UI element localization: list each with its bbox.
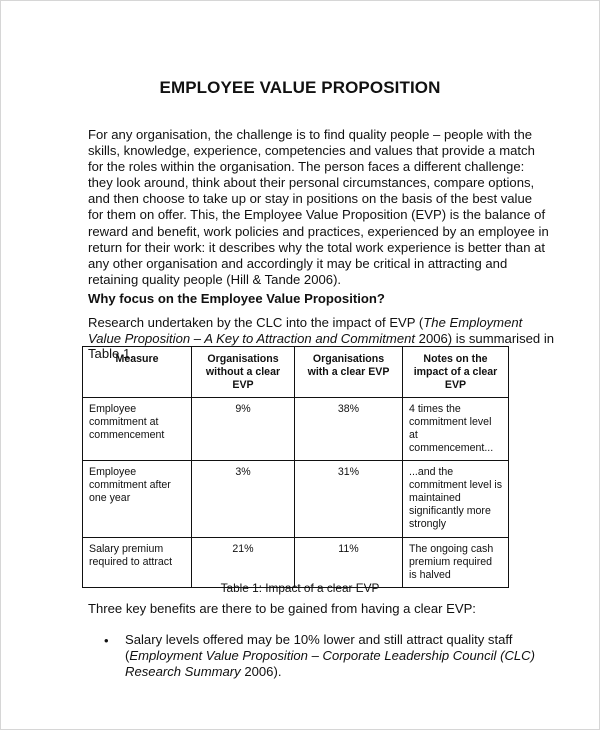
evp-impact-table <box>82 346 509 588</box>
cell-with-evp: 31% <box>295 461 403 538</box>
table-row <box>83 398 509 461</box>
research-lead: Research undertaken by the CLC into the impact of EVP ( <box>88 315 424 330</box>
table-row <box>83 538 509 588</box>
bullet-source-open: ( <box>125 648 130 663</box>
research-tail: 2006) is summarised in Table 1. <box>88 330 555 361</box>
benefits-intro: Three key benefits are there to be gained from having a clear EVP: <box>88 601 476 616</box>
cell-notes: 4 times the commitment level at commencement... <box>403 398 509 461</box>
bullet-source: Employment Value Proposition – Corporate Leadership Council (CLC) Research Summary <box>125 648 535 679</box>
cell-notes: The ongoing cash premium required is halved <box>403 538 509 588</box>
cell-without-evp: 3% <box>192 461 295 538</box>
table-row <box>83 461 509 538</box>
table-header-row <box>83 347 509 398</box>
header-without-evp: Organisations without a clear EVP <box>192 347 295 398</box>
cell-without-evp: 9% <box>192 398 295 461</box>
bullet-item-text: Salary levels offered may be 10% lower and still attract quality staff <box>125 632 513 647</box>
header-with-evp: Organisations with a clear EVP <box>295 347 403 398</box>
header-measure: Measure <box>83 347 192 398</box>
section-heading: Why focus on the Employee Value Proposition? <box>88 291 385 306</box>
cell-measure: Salary premium required to attract <box>83 538 192 588</box>
document-title: EMPLOYEE VALUE PROPOSITION <box>159 78 441 97</box>
intro-paragraph: For any organisation, the challenge is to find quality people – people with the skills, knowledge, experience, competencies and values that provide a match for the roles within the organisation. The person faces a different challenge: they look around, think about their personal circumstances, compare options, and then choose to take up or stay in positions on the basis of the best value for them on offer. This, the Employee Value Proposition (EVP) is the balance of reward and benefit, work policies and practices, experienced by an employee in return for their work: it describes why the total work experience is better than at any other organisation and accordingly it may be critical in attracting and retaining quality people (Hill & Tande 2006). <box>88 127 549 287</box>
cell-measure: Employee commitment at commencement <box>83 398 192 461</box>
cell-with-evp: 38% <box>295 398 403 461</box>
table-caption: Table 1: Impact of a clear EVP <box>220 581 380 595</box>
bullet-item <box>125 632 545 680</box>
bullet-icon: • <box>104 633 109 648</box>
cell-measure: Employee commitment after one year <box>83 461 192 538</box>
header-notes: Notes on the impact of a clear EVP <box>403 347 509 398</box>
research-source: The Employment Value Proposition – A Key to Attraction and Commitment <box>88 315 523 346</box>
cell-notes: ...and the commitment level is maintained significantly more strongly <box>403 461 509 538</box>
cell-with-evp: 11% <box>295 538 403 588</box>
cell-without-evp: 21% <box>192 538 295 588</box>
bullet-source-close: 2006). <box>240 664 282 679</box>
